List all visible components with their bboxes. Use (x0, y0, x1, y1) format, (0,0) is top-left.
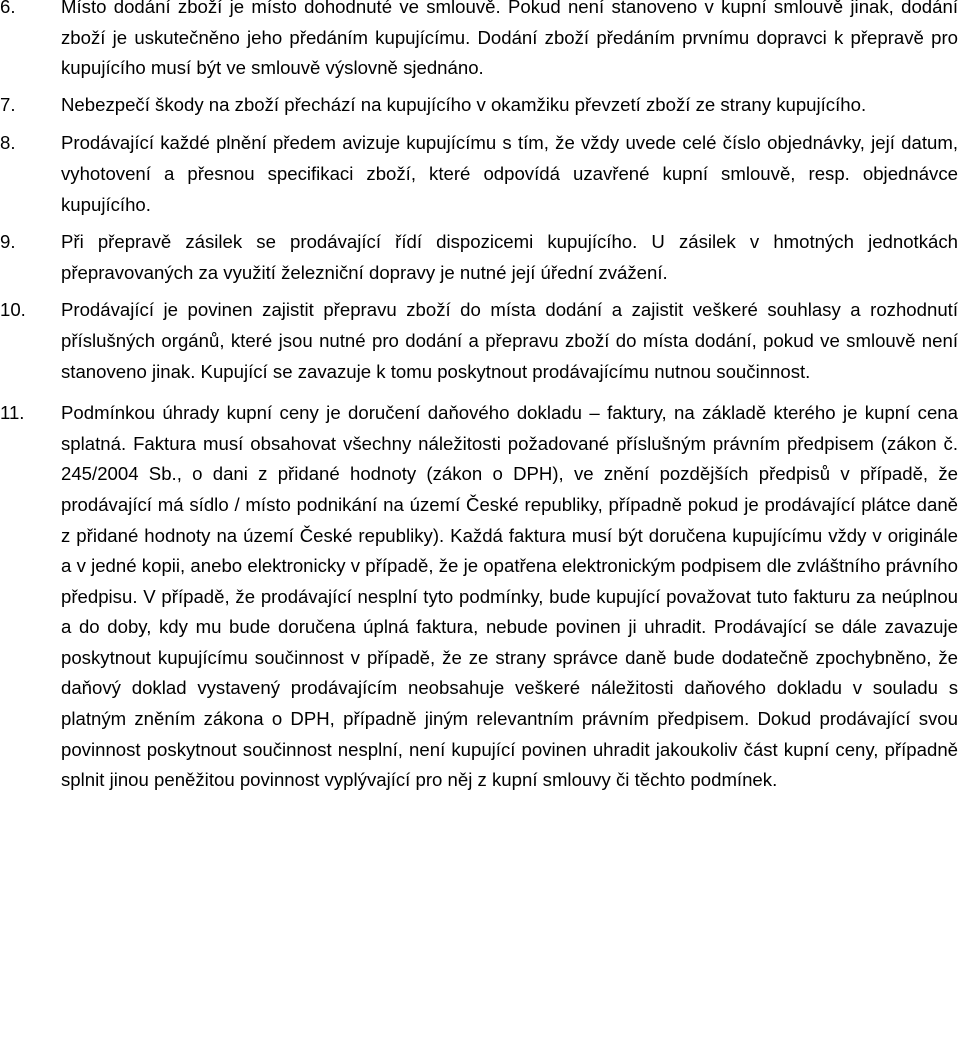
clause-text: Prodávající každé plnění předem avizuje kupujícímu s tím, že vždy uvede celé číslo objednávky, její datum, vyhotovení a přesnou specifikaci zboží, které odpovídá uzavřené kupní smlouvě, resp. objednávce kupujícího. (61, 132, 958, 215)
clause-number: 8. (0, 132, 16, 154)
clause-text: Podmínkou úhrady kupní ceny je doručení daňového dokladu – faktury, na základě kterého je kupní cena splatná. Faktura musí obsahovat všechny náležitosti požadované příslušným právním předpisem (zákon č. 245/2004 Sb., o dani z přidané hodnoty (zákon o DPH), ve znění pozdějších předpisů v případě, že prodávající má sídlo / místo podnikání na území České republiky, případně pokud je prodávající plátce daně z přidané hodnoty na území České republiky). Každá faktura musí být doručena kupujícímu vždy v originále a v jedné kopii, anebo elektronicky v případě, že je opatřena elektronickým podpisem dle zvláštního právního předpisu. V případě, že prodávající nesplní tyto podmínky, bude kupující považovat tuto fakturu za neúplnou a do doby, kdy mu bude doručena úplná faktura, nebude povinen ji uhradit. Prodávající se dále zavazuje poskytnout kupujícímu součinnost v případě, že ze strany správce daně bude dodatečně zpochybněno, že daňový doklad vystavený prodávajícím neobsahuje veškeré náležitosti daňového dokladu v souladu s platným zněním zákona o DPH, případně jiným relevantním právním předpisem. Dokud prodávající svou povinnost poskytnout součinnost nesplní, není kupující povinen uhradit jakoukoliv část kupní ceny, případně splnit jinou peněžitou povinnost vyplývající pro něj z kupní smlouvy či těchto podmínek. (61, 402, 958, 791)
clause-text: Místo dodání zboží je místo dohodnuté ve smlouvě. Pokud není stanoveno v kupní smlouvě jinak, dodání zboží je uskutečněno jeho předáním kupujícímu. Dodání zboží předáním prvnímu dopravci k přepravě pro kupujícího musí být ve smlouvě výslovně sjednáno. (61, 0, 958, 79)
clause-text: Prodávající je povinen zajistit přepravu zboží do místa dodání a zajistit veškeré souhlasy a rozhodnutí příslušných orgánů, které jsou nutné pro dodání a přepravu zboží do místa dodání, pokud ve smlouvě není stanoveno jinak. Kupující se zavazuje k tomu poskytnout prodávajícímu nutnou součinnost. (61, 299, 958, 382)
clause-number: 10. (0, 299, 26, 321)
clause-number: 11. (0, 402, 25, 424)
clause-8 (0, 128, 960, 220)
clause-11 (0, 398, 960, 796)
clause-7 (0, 90, 960, 121)
clause-number: 6. (0, 0, 16, 17)
clause-6 (0, 0, 960, 84)
clause-text: Při přepravě zásilek se prodávající řídí dispozicemi kupujícího. U zásilek v hmotných jednotkách přepravovaných za využití železniční dopravy je nutné její úřední zvážení. (61, 231, 958, 283)
clause-text: Nebezpečí škody na zboží přechází na kupujícího v okamžiku převzetí zboží ze strany kupujícího. (61, 93, 867, 115)
clause-number: 9. (0, 231, 16, 253)
clause-10 (0, 295, 960, 387)
clause-number: 7. (0, 93, 16, 115)
clause-9 (0, 227, 960, 288)
